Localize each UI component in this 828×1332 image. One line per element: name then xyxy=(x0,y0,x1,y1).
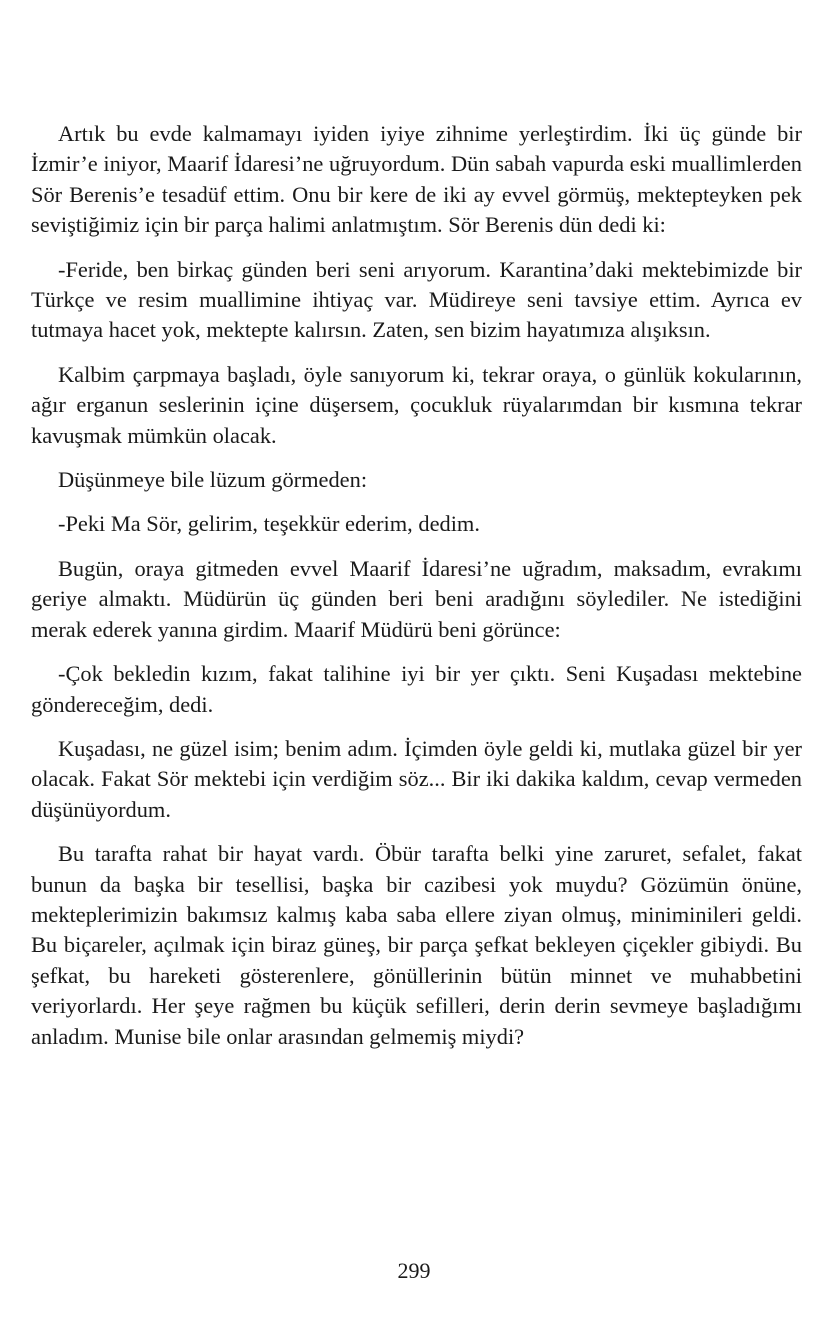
paragraph: -Feride, ben birkaç günden beri seni arıyorum. Karantina’daki mektebimizde bir Türkçe ve resim muallimine ihtiyaç var. Müdireye seni tavsiye ettim. Ayrıca ev tutmaya hacet yok, mektepte kalırsın. Zaten, sen bizim hayatımıza alışıksın. xyxy=(31,256,802,343)
paragraph: Kuşadası, ne güzel isim; benim adım. İçimden öyle geldi ki, mutlaka güzel bir yer olacak. Fakat Sör mektebi için verdiğim söz... Bir iki dakika kaldım, cevap vermeden düşünüyordum. xyxy=(31,735,802,822)
page-number: 299 xyxy=(397,1258,431,1283)
paragraph: Bugün, oraya gitmeden evvel Maarif İdaresi’ne uğradım, maksadım, evrakımı geriye almaktı. Müdürün üç günden beri beni aradığını söylediler. Ne istediğini merak ederek yanına girdim. Maarif Müdürü beni görünce: xyxy=(31,555,802,642)
paragraph: -Peki Ma Sör, gelirim, teşekkür ederim, dedim. xyxy=(58,511,480,537)
body-text xyxy=(31,119,802,1066)
paragraph: Kalbim çarpmaya başladı, öyle sanıyorum ki, tekrar oraya, o günlük kokularının, ağır erganun seslerinin içine düşersem, çocukluk rüyalarımdan bir kısmına tekrar kavuşmak mümkün olacak. xyxy=(31,361,802,448)
paragraph: Bu tarafta rahat bir hayat vardı. Öbür tarafta belki yine zaruret, sefalet, fakat bunun da başka bir tesellisi, başka bir cazibesi yok muydu? Gözümün önüne, mekteplerimizin bakımsız kalmış kaba saba ellere ziyan olmuş, miniminileri geldi. Bu biçareler, açılmak için biraz güneş, bir parça şefkat bekleyen çiçekler gibiydi. Bu şefkat, bu hareketi gösterenlere, gönüllerinin bütün minnet ve muhabbetini veriyorlardı. Her şeye rağmen bu küçük sefilleri, derin derin sevmeye başladığımı anladım. Munise bile onlar arasından gelmemiş miydi? xyxy=(31,841,802,1049)
paragraph: -Çok bekledin kızım, fakat talihine iyi bir yer çıktı. Seni Kuşadası mektebine göndereceğim, dedi. xyxy=(31,661,802,717)
paragraph: Artık bu evde kalmamayı iyiden iyiye zihnime yerleştirdim. İki üç günde bir İzmir’e iniyor, Maarif İdaresi’ne uğruyordum. Dün sabah vapurda eski muallimlerden Sör Berenis’e tesadüf ettim. Onu bir kere de iki ay evvel görmüş, mektepteyken pek seviştiğimiz için bir parça halimi anlatmıştım. Sör Berenis dün dedi ki: xyxy=(31,121,802,238)
paragraph: Düşünmeye bile lüzum görmeden: xyxy=(58,467,368,493)
